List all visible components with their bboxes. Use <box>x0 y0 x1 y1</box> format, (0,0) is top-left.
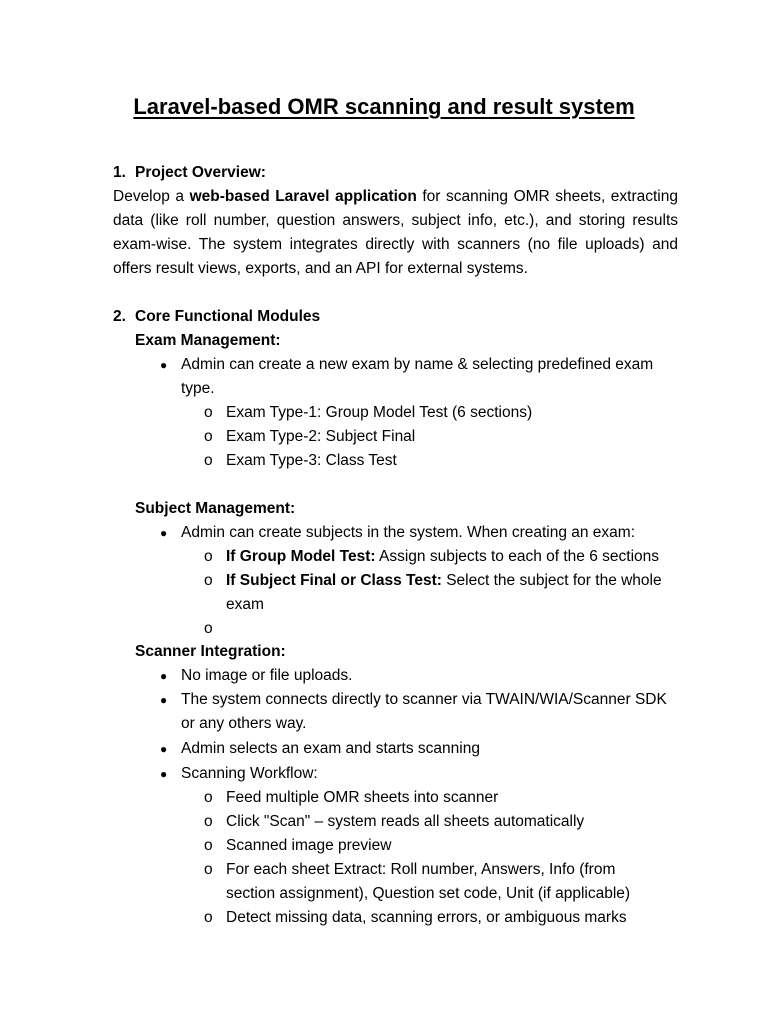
overview-line-3: exam-wise. The system integrates directly with scanners (no file uploads) and <box>113 236 678 253</box>
circle-bullet-icon: o <box>204 861 213 878</box>
workflow-item: Scanned image preview <box>226 837 392 854</box>
exam-bullet-line-1: Admin can create a new exam by name & selecting predefined exam <box>181 356 654 373</box>
circle-bullet-icon: o <box>204 452 213 469</box>
workflow-item: Click "Scan" – system reads all sheets automatically <box>226 813 585 830</box>
exam-bullet-line-2: type. <box>181 380 215 397</box>
section-2-heading: Core Functional Modules <box>135 308 321 325</box>
scanner-bullet-2-line-2: or any others way. <box>181 715 307 732</box>
scanner-bullet-1: No image or file uploads. <box>181 667 353 684</box>
subject-sub-item-text: Select the subject for the whole <box>441 572 662 589</box>
subject-sub-item-2 <box>226 569 662 593</box>
circle-bullet-icon: o <box>204 813 213 830</box>
bullet-icon: ● <box>160 693 168 707</box>
section-2-number: 2. <box>113 308 126 325</box>
scanner-bullet-2-line-1: The system connects directly to scanner via TWAIN/WIA/Scanner SDK <box>181 691 667 708</box>
subject-sub-item-bold: If Subject Final or Class Test: <box>226 572 442 589</box>
overview-line-2: data (like roll number, question answers, subject info, etc.), and storing results <box>113 212 678 229</box>
circle-bullet-icon: o <box>204 909 213 926</box>
document-title: Laravel-based OMR scanning and result system <box>133 94 635 119</box>
bullet-icon: ● <box>160 358 168 372</box>
overview-bold-text: web-based Laravel application <box>189 188 417 205</box>
circle-bullet-icon: o <box>204 572 213 589</box>
circle-bullet-icon: o <box>204 404 213 421</box>
workflow-item: Detect missing data, scanning errors, or ambiguous marks <box>226 909 627 926</box>
subject-sub-item-2-cont: exam <box>226 596 264 613</box>
overview-text: Develop a <box>113 188 190 205</box>
subject-sub-item-text: Assign subjects to each of the 6 sections <box>375 548 660 565</box>
bullet-icon: ● <box>160 742 168 756</box>
circle-bullet-icon: o <box>204 837 213 854</box>
workflow-item: For each sheet Extract: Roll number, Answers, Info (from <box>226 861 616 878</box>
section-1-heading: Project Overview: <box>135 164 266 181</box>
circle-bullet-icon: o <box>204 548 213 565</box>
circle-bullet-icon: o <box>204 620 213 637</box>
overview-text: for scanning OMR sheets, extracting <box>416 188 678 205</box>
workflow-item: Feed multiple OMR sheets into scanner <box>226 789 499 806</box>
bullet-icon: ● <box>160 669 168 683</box>
exam-management-heading: Exam Management: <box>135 332 281 349</box>
scanner-integration-heading: Scanner Integration: <box>135 643 286 660</box>
exam-type-item: Exam Type-2: Subject Final <box>226 428 416 445</box>
section-1-number: 1. <box>113 164 126 181</box>
exam-type-item: Exam Type-1: Group Model Test (6 sections) <box>226 404 533 421</box>
scanner-bullet-3: Admin selects an exam and starts scanning <box>181 740 480 757</box>
circle-bullet-icon: o <box>204 789 213 806</box>
subject-sub-item-1 <box>226 545 659 569</box>
bullet-icon: ● <box>160 526 168 540</box>
scanner-bullet-4: Scanning Workflow: <box>181 765 318 782</box>
subject-bullet-line: Admin can create subjects in the system. When creating an exam: <box>181 524 636 541</box>
subject-sub-item-bold: If Group Model Test: <box>226 548 376 565</box>
bullet-icon: ● <box>160 767 168 781</box>
overview-line-4: offers result views, exports, and an API for external systems. <box>113 260 528 277</box>
circle-bullet-icon: o <box>204 428 213 445</box>
exam-type-item: Exam Type-3: Class Test <box>226 452 397 469</box>
subject-management-heading: Subject Management: <box>135 500 296 517</box>
overview-line-1 <box>113 185 678 209</box>
workflow-item-cont: section assignment), Question set code, Unit (if applicable) <box>226 885 631 902</box>
